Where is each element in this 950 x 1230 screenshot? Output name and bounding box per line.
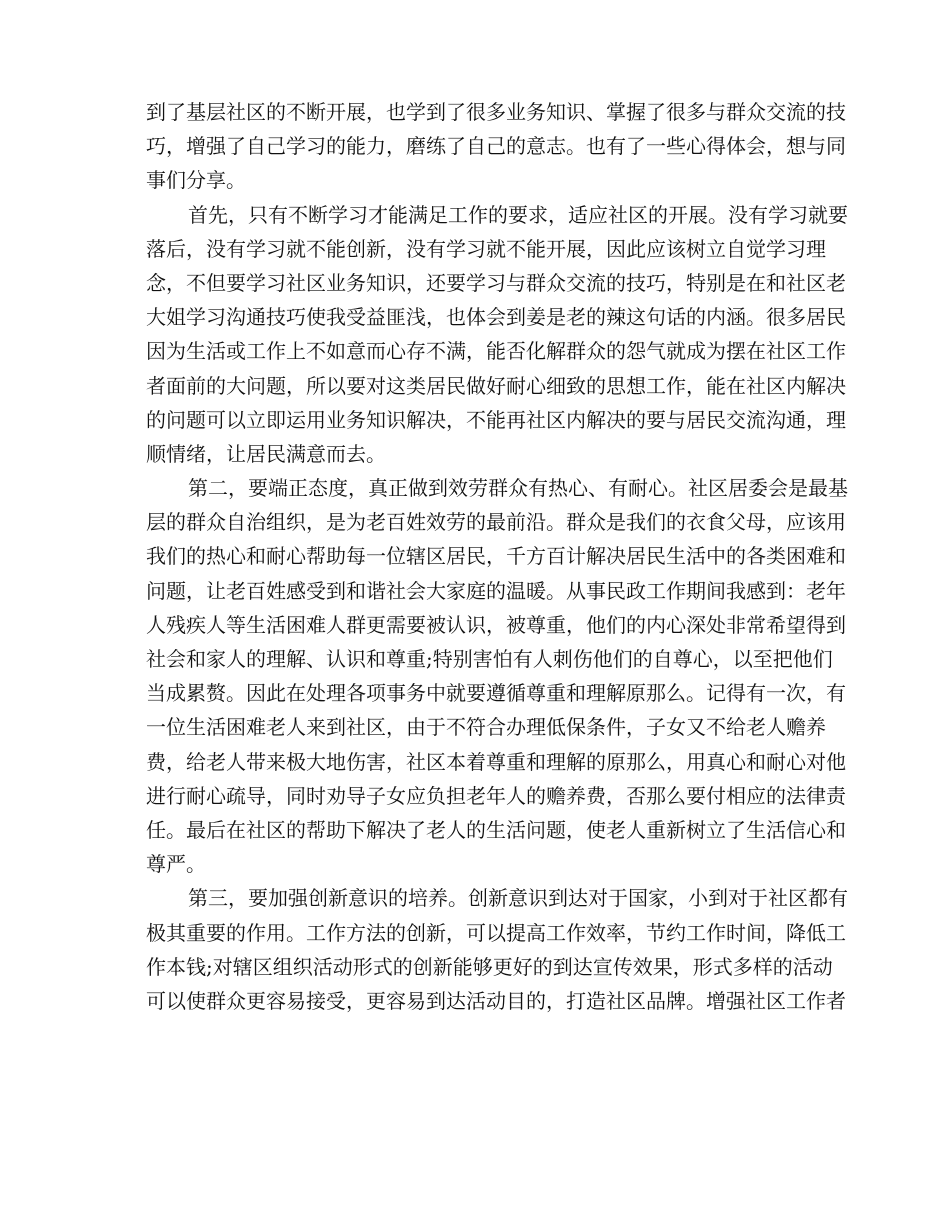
text-line: 大姐学习沟通技巧使我受益匪浅，也体会到姜是老的辣这句话的内涵。很多居民 bbox=[146, 305, 846, 330]
text-line: 到了基层社区的不断开展，也学到了很多业务知识、掌握了很多与群众交流的技 bbox=[146, 100, 846, 124]
text-line: 巧，增强了自己学习的能力，磨练了自己的意志。也有了一些心得体会，想与同 bbox=[146, 134, 846, 159]
text-line: 第三，要加强创新意识的培养。创新意识到达对于国家，小到对于社区都有 bbox=[188, 886, 848, 911]
text-line: 落后，没有学习就不能创新，没有学习就不能开展，因此应该树立自觉学习理 bbox=[146, 236, 826, 261]
text-line: 问题，让老百姓感受到和谐社会大家庭的温暖。从事民政工作期间我感到：老年 bbox=[146, 578, 846, 603]
text-line: 任。最后在社区的帮助下解决了老人的生活问题，使老人重新树立了生活信心和 bbox=[146, 817, 846, 842]
text-line: 人残疾人等生活困难人群更需要被认识，被尊重，他们的内心深处非常希望得到 bbox=[146, 612, 846, 637]
text-line: 社会和家人的理解、认识和尊重;特别害怕有人刺伤他们的自尊心，以至把他们 bbox=[146, 647, 833, 671]
text-line: 尊严。 bbox=[146, 852, 206, 877]
text-line: 的问题可以立即运用业务知识解决，不能再社区内解决的要与居民交流沟通，理 bbox=[146, 407, 846, 432]
text-line: 念，不但要学习社区业务知识，还要学习与群众交流的技巧，特别是在和社区老 bbox=[146, 270, 846, 295]
text-line: 极其重要的作用。工作方法的创新，可以提高工作效率，节约工作时间，降低工 bbox=[146, 920, 846, 945]
text-line: 因为生活或工作上不如意而心存不满，能否化解群众的怨气就成为摆在社区工作 bbox=[146, 339, 846, 364]
text-line: 者面前的大问题，所以要对这类居民做好耐心细致的思想工作，能在社区内解决 bbox=[146, 373, 846, 398]
text-line: 我们的热心和耐心帮助每一位辖区居民，千方百计解决居民生活中的各类困难和 bbox=[146, 544, 846, 569]
text-line: 首先，只有不断学习才能满足工作的要求，适应社区的开展。没有学习就要 bbox=[188, 202, 848, 227]
document-body bbox=[146, 95, 848, 1018]
text-line: 一位生活困难老人来到社区，由于不符合办理低保条件，子女又不给老人赡养 bbox=[146, 715, 826, 740]
text-line: 事们分享。 bbox=[146, 168, 246, 193]
text-line: 第二，要端正态度，真正做到效劳群众有热心、有耐心。社区居委会是最基 bbox=[188, 476, 848, 501]
text-line: 费，给老人带来极大地伤害，社区本着尊重和理解的原那么，用真心和耐心对他 bbox=[146, 749, 846, 774]
text-line: 作本钱;对辖区组织活动形式的创新能够更好的到达宣传效果，形式多样的活动 bbox=[146, 954, 833, 979]
text-line: 可以使群众更容易接受，更容易到达活动目的，打造社区品牌。增强社区工作者 bbox=[146, 988, 846, 1013]
text-line: 当成累赘。因此在处理各项事务中就要遵循尊重和理解原那么。记得有一次，有 bbox=[146, 681, 846, 706]
text-line: 层的群众自治组织，是为老百姓效劳的最前沿。群众是我们的衣食父母，应该用 bbox=[146, 510, 846, 535]
text-line: 进行耐心疏导，同时劝导子女应负担老年人的赡养费，否那么要付相应的法律责 bbox=[146, 783, 846, 808]
text-line: 顺情绪，让居民满意而去。 bbox=[146, 441, 386, 466]
